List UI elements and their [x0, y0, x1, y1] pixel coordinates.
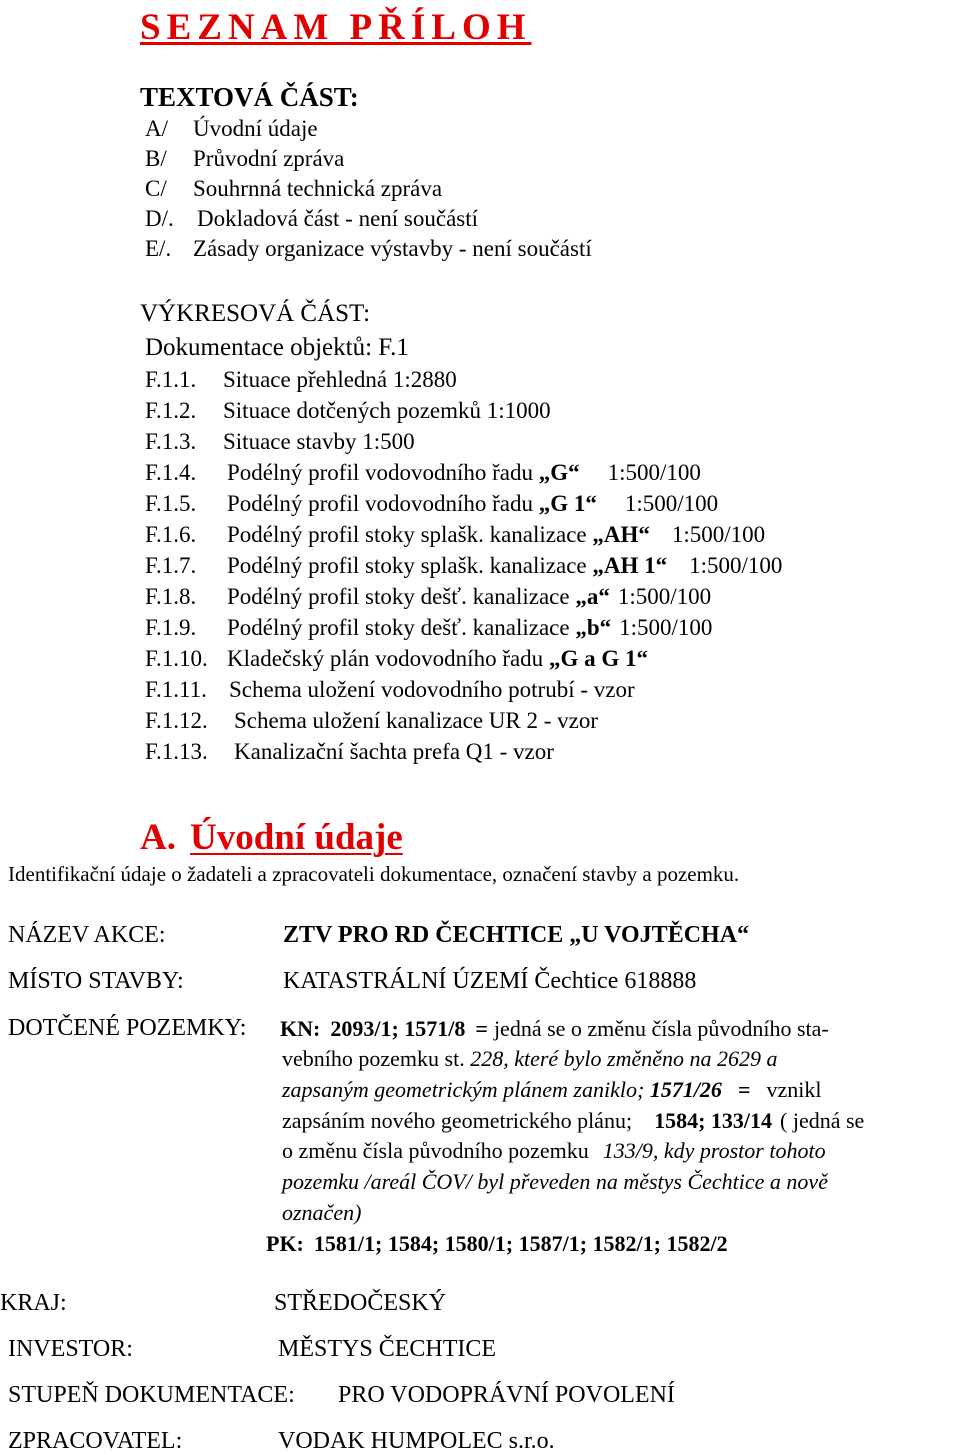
item-code: C/: [145, 176, 167, 201]
drawing-part-subheading: Dokumentace objektů: F.1: [145, 334, 409, 361]
page-title: SEZNAM PŘÍLOH: [140, 7, 532, 48]
kraj-value: STŘEDOČESKÝ: [274, 1290, 447, 1316]
item-scale: 1:500/100: [624, 491, 719, 516]
item-text: Kladečský plán vodovodního řadu: [227, 646, 549, 671]
item-code: F.1.11.: [145, 677, 207, 702]
section-intro: Identifikační údaje o žadateli a zpracovateli dokumentace, označení stavby a pozemku.: [8, 862, 740, 886]
kn-line-7: označen): [282, 1200, 362, 1225]
item-scale: 1:500/100: [671, 522, 766, 547]
item-label: „G a G 1“: [548, 646, 648, 671]
text-part-list: [145, 114, 592, 264]
item-text: Podélný profil vodovodního řadu: [227, 491, 539, 516]
list-item: [145, 612, 782, 643]
kn-eq: =: [475, 1016, 488, 1041]
nazev-akce-value: ZTV PRO RD ČECHTICE „U VOJTĚCHA“: [283, 922, 750, 948]
pk-line: [266, 1229, 728, 1260]
item-code: D/.: [145, 206, 174, 231]
item-scale: 1:500/100: [617, 584, 712, 609]
item-code: F.1.5.: [145, 491, 197, 516]
item-code: E/.: [145, 236, 172, 261]
kn-number: 1584; 133/14: [654, 1108, 773, 1133]
item-code: F.1.10.: [145, 646, 208, 671]
item-scale: 1:500/100: [607, 460, 701, 485]
item-text: Kanalizační šachta prefa Q1 - vzor: [234, 739, 554, 764]
list-item: [145, 114, 592, 144]
list-item: [145, 736, 782, 767]
kn-text-italic: 133/9, kdy prostor tohoto: [602, 1138, 826, 1163]
kn-line-3: [282, 1075, 821, 1106]
pk-value: 1581/1; 1584; 1580/1; 1587/1; 1582/1; 1582/2: [313, 1231, 728, 1256]
list-item: [145, 174, 592, 204]
kn-text: ( jedná se: [780, 1108, 865, 1133]
drawing-part-heading: VÝKRESOVÁ ČÁST:: [140, 300, 371, 327]
kn-text-italic: 228, které bylo změněno na 2629 a: [470, 1046, 778, 1071]
item-code: F.1.13.: [145, 739, 208, 764]
item-text: Situace dotčených pozemků 1:1000: [223, 398, 551, 423]
list-item: [145, 550, 782, 581]
kn-text: jedná se o změnu čísla původního sta-: [493, 1016, 829, 1041]
list-item: [145, 364, 782, 395]
item-text: Souhrnná technická zpráva: [193, 176, 443, 201]
kn-number: 1571/26: [649, 1077, 722, 1102]
kn-text: vznikl: [766, 1077, 822, 1102]
kn-text: vebního pozemku st.: [282, 1046, 471, 1071]
item-code: F.1.2.: [145, 398, 197, 423]
list-item: [145, 674, 782, 705]
section-a-heading: [140, 816, 403, 859]
investor-label: INVESTOR:: [8, 1336, 133, 1362]
item-text: Podélný profil stoky dešť. kanalizace: [227, 584, 576, 609]
kn-line-1: [280, 1014, 829, 1045]
zpracovatel-label: ZPRACOVATEL:: [8, 1428, 183, 1454]
item-code: F.1.7.: [145, 553, 197, 578]
section-title: Úvodní údaje: [189, 817, 403, 858]
kn-line-5: [282, 1136, 826, 1167]
item-code: F.1.8.: [145, 584, 197, 609]
item-text: Podélný profil vodovodního řadu: [227, 460, 539, 485]
list-item: [145, 457, 782, 488]
item-text: Podélný profil stoky dešť. kanalizace: [227, 615, 576, 640]
kn-line-2: [282, 1044, 778, 1075]
item-code: F.1.9.: [145, 615, 197, 640]
stupen-label: STUPEŇ DOKUMENTACE:: [8, 1382, 295, 1408]
list-item: [145, 234, 592, 264]
item-text: Situace přehledná 1:2880: [223, 367, 457, 392]
kn-line-4: [282, 1106, 864, 1137]
kn-text: o změnu čísla původního pozemku: [282, 1138, 589, 1163]
item-text: Schema uložení kanalizace UR 2 - vzor: [234, 708, 599, 733]
kn-text: zapsáním nového geometrického plánu;: [282, 1108, 633, 1133]
pk-label: PK:: [266, 1231, 304, 1256]
list-item: [145, 705, 782, 736]
dotcene-pozemky-label: DOTČENÉ POZEMKY:: [8, 1015, 247, 1041]
item-code: F.1.12.: [145, 708, 208, 733]
list-item: [145, 204, 592, 234]
item-label: „AH 1“: [592, 553, 668, 578]
list-item: [145, 581, 782, 612]
item-scale: 1:500/100: [689, 553, 783, 578]
kraj-label: KRAJ:: [0, 1290, 67, 1316]
kn-text-italic: zapsaným geometrickým plánem zaniklo;: [282, 1077, 650, 1102]
section-letter: A.: [140, 817, 176, 858]
item-text: Podélný profil stoky splašk. kanalizace: [227, 522, 593, 547]
item-code: F.1.4.: [145, 460, 197, 485]
item-text: Dokladová část - není součástí: [197, 206, 479, 231]
item-code: B/: [145, 146, 167, 171]
list-item: [145, 395, 782, 426]
kn-line-6: pozemku /areál ČOV/ byl převeden na městys Čechtice a nově: [282, 1169, 828, 1194]
item-code: F.1.1.: [145, 367, 197, 392]
kn-label: KN:: [280, 1016, 321, 1041]
list-item: [145, 643, 782, 674]
item-label: „a“: [575, 584, 610, 609]
text-part-heading: TEXTOVÁ ČÁST:: [140, 82, 359, 112]
item-text: Podélný profil stoky splašk. kanalizace: [227, 553, 593, 578]
list-item: [145, 488, 782, 519]
item-scale: 1:500/100: [619, 615, 713, 640]
item-text: Situace stavby 1:500: [223, 429, 415, 454]
zpracovatel-value: VODAK HUMPOLEC s.r.o.: [278, 1428, 555, 1454]
misto-stavby-label: MÍSTO STAVBY:: [8, 968, 184, 994]
item-code: F.1.3.: [145, 429, 197, 454]
kn-numbers: 2093/1; 1571/8: [330, 1016, 466, 1041]
item-code: A/: [145, 116, 168, 141]
item-text: Zásady organizace výstavby - není součástí: [193, 236, 592, 261]
item-label: „b“: [575, 615, 612, 640]
item-text: Průvodní zpráva: [193, 146, 345, 171]
item-label: „G 1“: [538, 491, 597, 516]
investor-value: MĚSTYS ČECHTICE: [278, 1336, 497, 1362]
list-item: [145, 144, 592, 174]
item-label: „G“: [538, 460, 580, 485]
item-label: „AH“: [592, 522, 650, 547]
nazev-akce-label: NÁZEV AKCE:: [8, 922, 166, 948]
list-item: [145, 426, 782, 457]
kn-eq: =: [737, 1077, 751, 1102]
item-text: Úvodní údaje: [193, 116, 318, 141]
misto-stavby-value: KATASTRÁLNÍ ÚZEMÍ Čechtice 618888: [283, 968, 697, 994]
drawing-list: [145, 364, 782, 767]
stupen-value: PRO VODOPRÁVNÍ POVOLENÍ: [338, 1382, 675, 1408]
item-text: Schema uložení vodovodního potrubí - vzor: [229, 677, 635, 702]
item-code: F.1.6.: [145, 522, 197, 547]
list-item: [145, 519, 782, 550]
